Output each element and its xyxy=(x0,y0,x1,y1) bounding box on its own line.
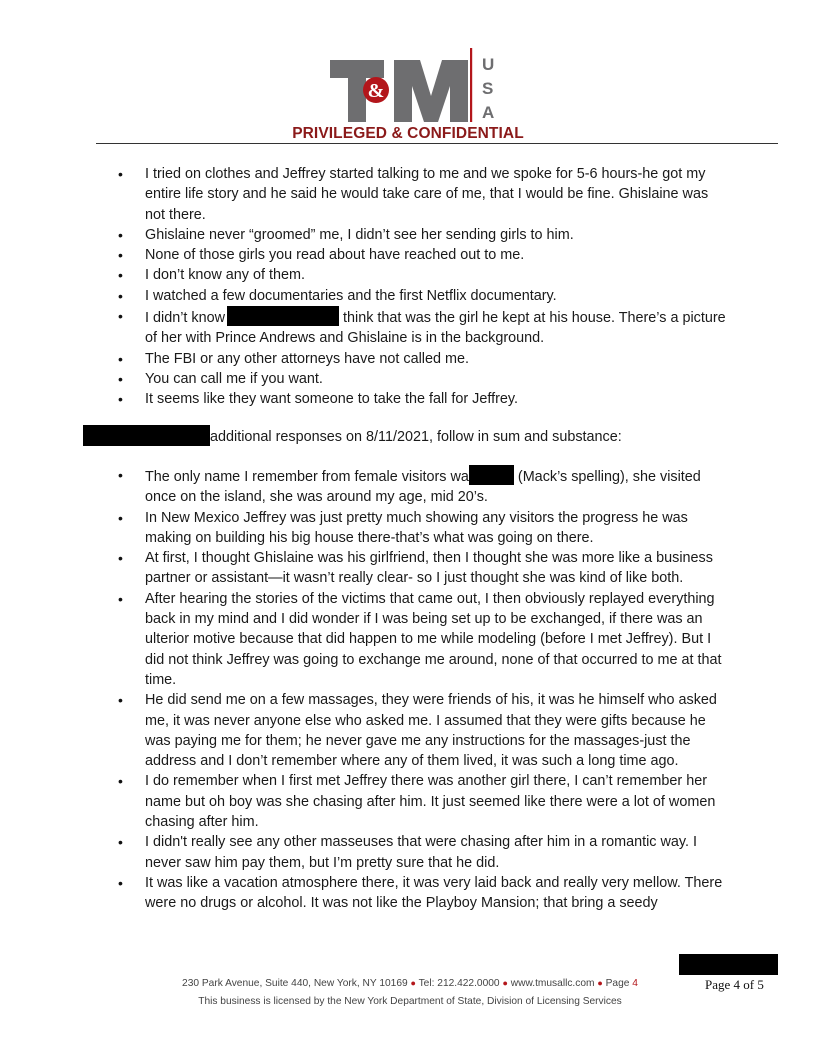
list-item: • It was like a vacation atmosphere there, it was very laid back and really very mellow. There were no drugs or alcohol. It was not like the Playboy Mansion; that bring a seedy xyxy=(118,873,730,914)
header-divider xyxy=(96,143,778,144)
list-item: • In New Mexico Jeffrey was just pretty much showing any visitors the progress he was making on building his big house there-that’s what was going on there. xyxy=(118,508,730,549)
list-item: • I watched a few documentaries and the first Netflix documentary. xyxy=(118,286,730,306)
bullet-dot-icon: ● xyxy=(502,978,508,988)
logo-divider xyxy=(470,48,472,122)
list-item-text: think that was the girl he kept at his house. There’s a picture of her with Prince Andrews and Ghislaine is in the background. xyxy=(145,310,726,347)
logo-m-shape xyxy=(394,60,468,122)
logo-letter-s: S xyxy=(482,79,494,98)
list-item: • None of those girls you read about have reached out to me. xyxy=(118,245,730,265)
footer-address: 230 Park Avenue, Suite 440, New York, NY 10169 xyxy=(182,978,408,989)
page-of-indicator: Page 4 of 5 xyxy=(705,977,764,992)
redaction-box xyxy=(83,425,210,446)
footer-license: This business is licensed by the New York Department of State, Division of Licensing Services xyxy=(198,996,622,1007)
list-item: • At first, I thought Ghislaine was his girlfriend, then I thought she was more like a business partner or assistant—it wasn’t really clear- so I just thought she was kind of like both. xyxy=(118,548,730,589)
list-item xyxy=(118,465,730,508)
list-item: • I don’t know any of them. xyxy=(118,265,730,285)
redaction-box xyxy=(469,465,514,485)
list-item-text: (Mack’s spelling), she visited once on the island, she was around my age, mid 20’s. xyxy=(145,469,701,506)
footer-page-label: Page xyxy=(605,978,630,989)
list-item: • He did send me on a few massages, they were friends of his, it was he himself who asked me, it was never anyone else who asked me. I assumed that they were gifts because he was paying me for them; he never gave me any instructions for the massages-just the address and I don’t remember where any of them lived, it was such a long time ago. xyxy=(118,690,730,771)
confidential-banner: PRIVILEGED & CONFIDENTIAL xyxy=(292,125,524,142)
footer-address-line xyxy=(130,978,690,989)
bullet-dot-icon: ● xyxy=(410,978,416,988)
list-item-text: The only name I remember from female visitors wa xyxy=(145,469,469,485)
footer-tel: Tel: 212.422.0000 xyxy=(418,978,500,989)
logo-letter-u: U xyxy=(482,55,495,74)
logo-ampersand: & xyxy=(367,80,385,102)
list-item: • After hearing the stories of the victims that came out, I then obviously replayed everything back in my mind and I did wonder if I was being set up to be exchanged, if there was an ulterior motive because that did happen to me while modeling (before I met Jeffrey). But I did not think Jeffrey was going to exchange me around, none of that occurred to me at that time. xyxy=(118,589,730,690)
list-item: • The FBI or any other attorneys have not called me. xyxy=(118,349,730,369)
intro-text: additional responses on 8/11/2021, follow in sum and substance: xyxy=(210,429,622,445)
tm-usa-logo xyxy=(328,46,498,124)
list-item: • I didn't really see any other masseuses that were chasing after him in a romantic way. I never saw him pay them, but I’m pretty sure that he did. xyxy=(118,832,730,873)
list-item: • I tried on clothes and Jeffrey started talking to me and we spoke for 5-6 hours-he got my entire life story and he said he would take care of me, that I would be fine. Ghislaine was not there. xyxy=(118,164,730,225)
footer-website[interactable]: www.tmusallc.com xyxy=(510,978,595,989)
list-item-text: I didn’t know xyxy=(145,310,225,327)
list-item: • I do remember when I first met Jeffrey there was another girl there, I can’t remember her name but oh boy was she chasing after him. It just seemed like there were a lot of women chasing after him. xyxy=(118,771,730,832)
list-item: • It seems like they want someone to take the fall for Jeffrey. xyxy=(118,389,730,409)
additional-responses-intro xyxy=(83,425,723,447)
footer-page-number: 4 xyxy=(632,978,638,989)
statement-list-1 xyxy=(118,164,730,410)
statement-list-2 xyxy=(118,465,730,914)
footer-redaction-box xyxy=(679,954,778,975)
list-item: • You can call me if you want. xyxy=(118,369,730,389)
logo-letter-a: A xyxy=(482,103,495,122)
bullet-dot-icon: ● xyxy=(597,978,603,988)
list-item xyxy=(118,306,730,349)
redaction-box xyxy=(227,306,339,326)
list-item: • Ghislaine never “groomed” me, I didn’t see her sending girls to him. xyxy=(118,225,730,245)
